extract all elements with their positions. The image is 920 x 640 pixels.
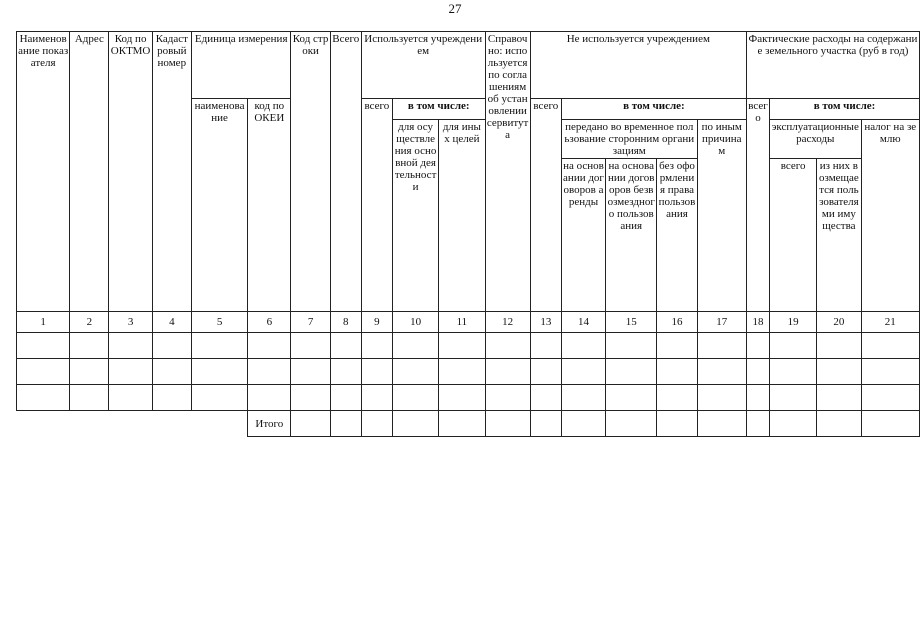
column-number: 13 — [530, 312, 561, 333]
total-row — [17, 411, 920, 437]
table-cell[interactable] — [330, 411, 361, 437]
column-number: 18 — [746, 312, 769, 333]
table-cell[interactable] — [439, 411, 485, 437]
table-cell[interactable] — [746, 359, 769, 385]
table-cell[interactable] — [291, 411, 330, 437]
header-c19-21-including: в том числе: — [770, 99, 920, 120]
header-c18: всего — [746, 99, 769, 312]
table-cell[interactable] — [817, 333, 861, 359]
header-c9: всего — [361, 99, 392, 312]
land-plot-usage-form-table — [16, 31, 920, 437]
column-number: 4 — [152, 312, 191, 333]
table-row — [17, 333, 920, 359]
table-cell[interactable] — [485, 385, 530, 411]
table-cell[interactable] — [746, 385, 769, 411]
total-row-spacer — [17, 411, 248, 437]
header-c5: наименование — [191, 99, 247, 312]
table-cell[interactable] — [657, 359, 697, 385]
table-cell[interactable] — [746, 333, 769, 359]
header-c21: налог на землю — [861, 120, 919, 312]
table-cell[interactable] — [392, 411, 438, 437]
table-cell[interactable] — [191, 333, 247, 359]
table-cell[interactable] — [439, 359, 485, 385]
table-cell[interactable] — [330, 385, 361, 411]
column-number: 15 — [606, 312, 657, 333]
table-cell[interactable] — [770, 333, 817, 359]
table-cell[interactable] — [606, 333, 657, 359]
table-cell[interactable] — [439, 385, 485, 411]
table-cell[interactable] — [861, 333, 919, 359]
column-number: 6 — [248, 312, 291, 333]
table-cell[interactable] — [530, 333, 561, 359]
column-numbers-row — [17, 312, 920, 333]
table-cell[interactable] — [361, 333, 392, 359]
header-c1: Наименование показателя — [17, 32, 70, 312]
column-number: 5 — [191, 312, 247, 333]
table-cell[interactable] — [697, 385, 746, 411]
column-number: 3 — [109, 312, 152, 333]
table-cell[interactable] — [330, 359, 361, 385]
table-cell[interactable] — [392, 333, 438, 359]
table-row — [17, 385, 920, 411]
column-number: 9 — [361, 312, 392, 333]
column-number: 7 — [291, 312, 330, 333]
table-cell[interactable] — [191, 359, 247, 385]
table-cell[interactable] — [17, 359, 70, 385]
table-cell[interactable] — [291, 359, 330, 385]
table-cell[interactable] — [770, 359, 817, 385]
table-cell[interactable] — [70, 333, 109, 359]
column-number: 8 — [330, 312, 361, 333]
table-cell[interactable] — [17, 385, 70, 411]
table-cell[interactable] — [485, 359, 530, 385]
table-cell[interactable] — [291, 333, 330, 359]
table-cell[interactable] — [861, 411, 919, 437]
header-c16: без оформления права пользования — [657, 159, 697, 312]
table-cell[interactable] — [861, 359, 919, 385]
header-c3: Код по ОКТМО — [109, 32, 152, 312]
header-used-by-institution: Используется учреждением — [361, 32, 485, 99]
column-number: 11 — [439, 312, 485, 333]
table-cell[interactable] — [248, 385, 291, 411]
table-cell[interactable] — [530, 359, 561, 385]
header-c12: Справочно: используется по соглашениям об установлении сервитута — [485, 32, 530, 312]
table-cell[interactable] — [861, 385, 919, 411]
table-row — [17, 359, 920, 385]
table-cell[interactable] — [697, 411, 746, 437]
table-cell[interactable] — [361, 385, 392, 411]
table-cell[interactable] — [109, 385, 152, 411]
header-c10: для осуществления основной деятельности — [392, 120, 438, 312]
header-c19: всего — [770, 159, 817, 312]
table-cell[interactable] — [17, 333, 70, 359]
column-number: 19 — [770, 312, 817, 333]
table-cell[interactable] — [248, 333, 291, 359]
header-operating-expenses: эксплуатационные расходы — [770, 120, 861, 159]
header-c8: Всего — [330, 32, 361, 312]
header-unit-of-measure: Единица измерения — [191, 32, 291, 99]
table-cell[interactable] — [330, 333, 361, 359]
header-actual-expenses: Фактические расходы на содержание земельного участка (руб в год) — [746, 32, 919, 99]
table-cell[interactable] — [561, 411, 605, 437]
table-cell[interactable] — [248, 359, 291, 385]
table-cell[interactable] — [770, 411, 817, 437]
table-cell[interactable] — [817, 359, 861, 385]
column-number: 20 — [817, 312, 861, 333]
table-cell[interactable] — [152, 385, 191, 411]
table-cell[interactable] — [606, 359, 657, 385]
header-c13: всего — [530, 99, 561, 312]
header-c14: на основании договоров аренды — [561, 159, 605, 312]
table-cell[interactable] — [439, 333, 485, 359]
table-cell[interactable] — [485, 411, 530, 437]
header-c17: по иным причинам — [697, 120, 746, 312]
table-cell[interactable] — [70, 385, 109, 411]
table-cell[interactable] — [530, 385, 561, 411]
table-cell[interactable] — [561, 333, 605, 359]
table-cell[interactable] — [291, 385, 330, 411]
table-cell[interactable] — [152, 333, 191, 359]
table-cell[interactable] — [485, 333, 530, 359]
table-cell[interactable] — [770, 385, 817, 411]
table-cell[interactable] — [657, 411, 697, 437]
table-cell[interactable] — [657, 333, 697, 359]
header-c14-17-including: в том числе: — [561, 99, 746, 120]
total-label: Итого — [248, 411, 291, 437]
table-cell[interactable] — [606, 411, 657, 437]
column-number: 12 — [485, 312, 530, 333]
header-c4: Кадастровый номер — [152, 32, 191, 312]
table-cell[interactable] — [561, 385, 605, 411]
table-cell[interactable] — [70, 359, 109, 385]
table-cell[interactable] — [152, 359, 191, 385]
table-cell[interactable] — [361, 359, 392, 385]
header-c15: на основании договоров безвозмездного пользования — [606, 159, 657, 312]
column-number: 16 — [657, 312, 697, 333]
column-number: 10 — [392, 312, 438, 333]
column-number: 14 — [561, 312, 605, 333]
header-c11: для иных целей — [439, 120, 485, 312]
table-cell[interactable] — [109, 359, 152, 385]
header-not-used-by-institution: Не используется учреждением — [530, 32, 746, 99]
table-cell[interactable] — [392, 385, 438, 411]
page-number: 27 — [448, 1, 462, 16]
table-cell[interactable] — [817, 411, 861, 437]
table-cell[interactable] — [606, 385, 657, 411]
table-cell[interactable] — [109, 333, 152, 359]
header-c6: код по ОКЕИ — [248, 99, 291, 312]
header-c10-11-including: в том числе: — [392, 99, 485, 120]
table-cell[interactable] — [697, 333, 746, 359]
header-c2: Адрес — [70, 32, 109, 312]
table-cell[interactable] — [530, 411, 561, 437]
table-cell[interactable] — [392, 359, 438, 385]
table-cell[interactable] — [361, 411, 392, 437]
table-cell[interactable] — [697, 359, 746, 385]
column-number: 2 — [70, 312, 109, 333]
table-cell[interactable] — [657, 385, 697, 411]
column-number: 21 — [861, 312, 919, 333]
table-cell[interactable] — [746, 411, 769, 437]
column-number: 1 — [17, 312, 70, 333]
column-number: 17 — [697, 312, 746, 333]
table-cell[interactable] — [191, 385, 247, 411]
header-c20: из них возмещается пользователями имущества — [817, 159, 861, 312]
header-transferred-temporary-use: передано во временное пользование сторонним организациям — [561, 120, 697, 159]
table-cell[interactable] — [561, 359, 605, 385]
table-cell[interactable] — [817, 385, 861, 411]
header-c7: Код строки — [291, 32, 330, 312]
